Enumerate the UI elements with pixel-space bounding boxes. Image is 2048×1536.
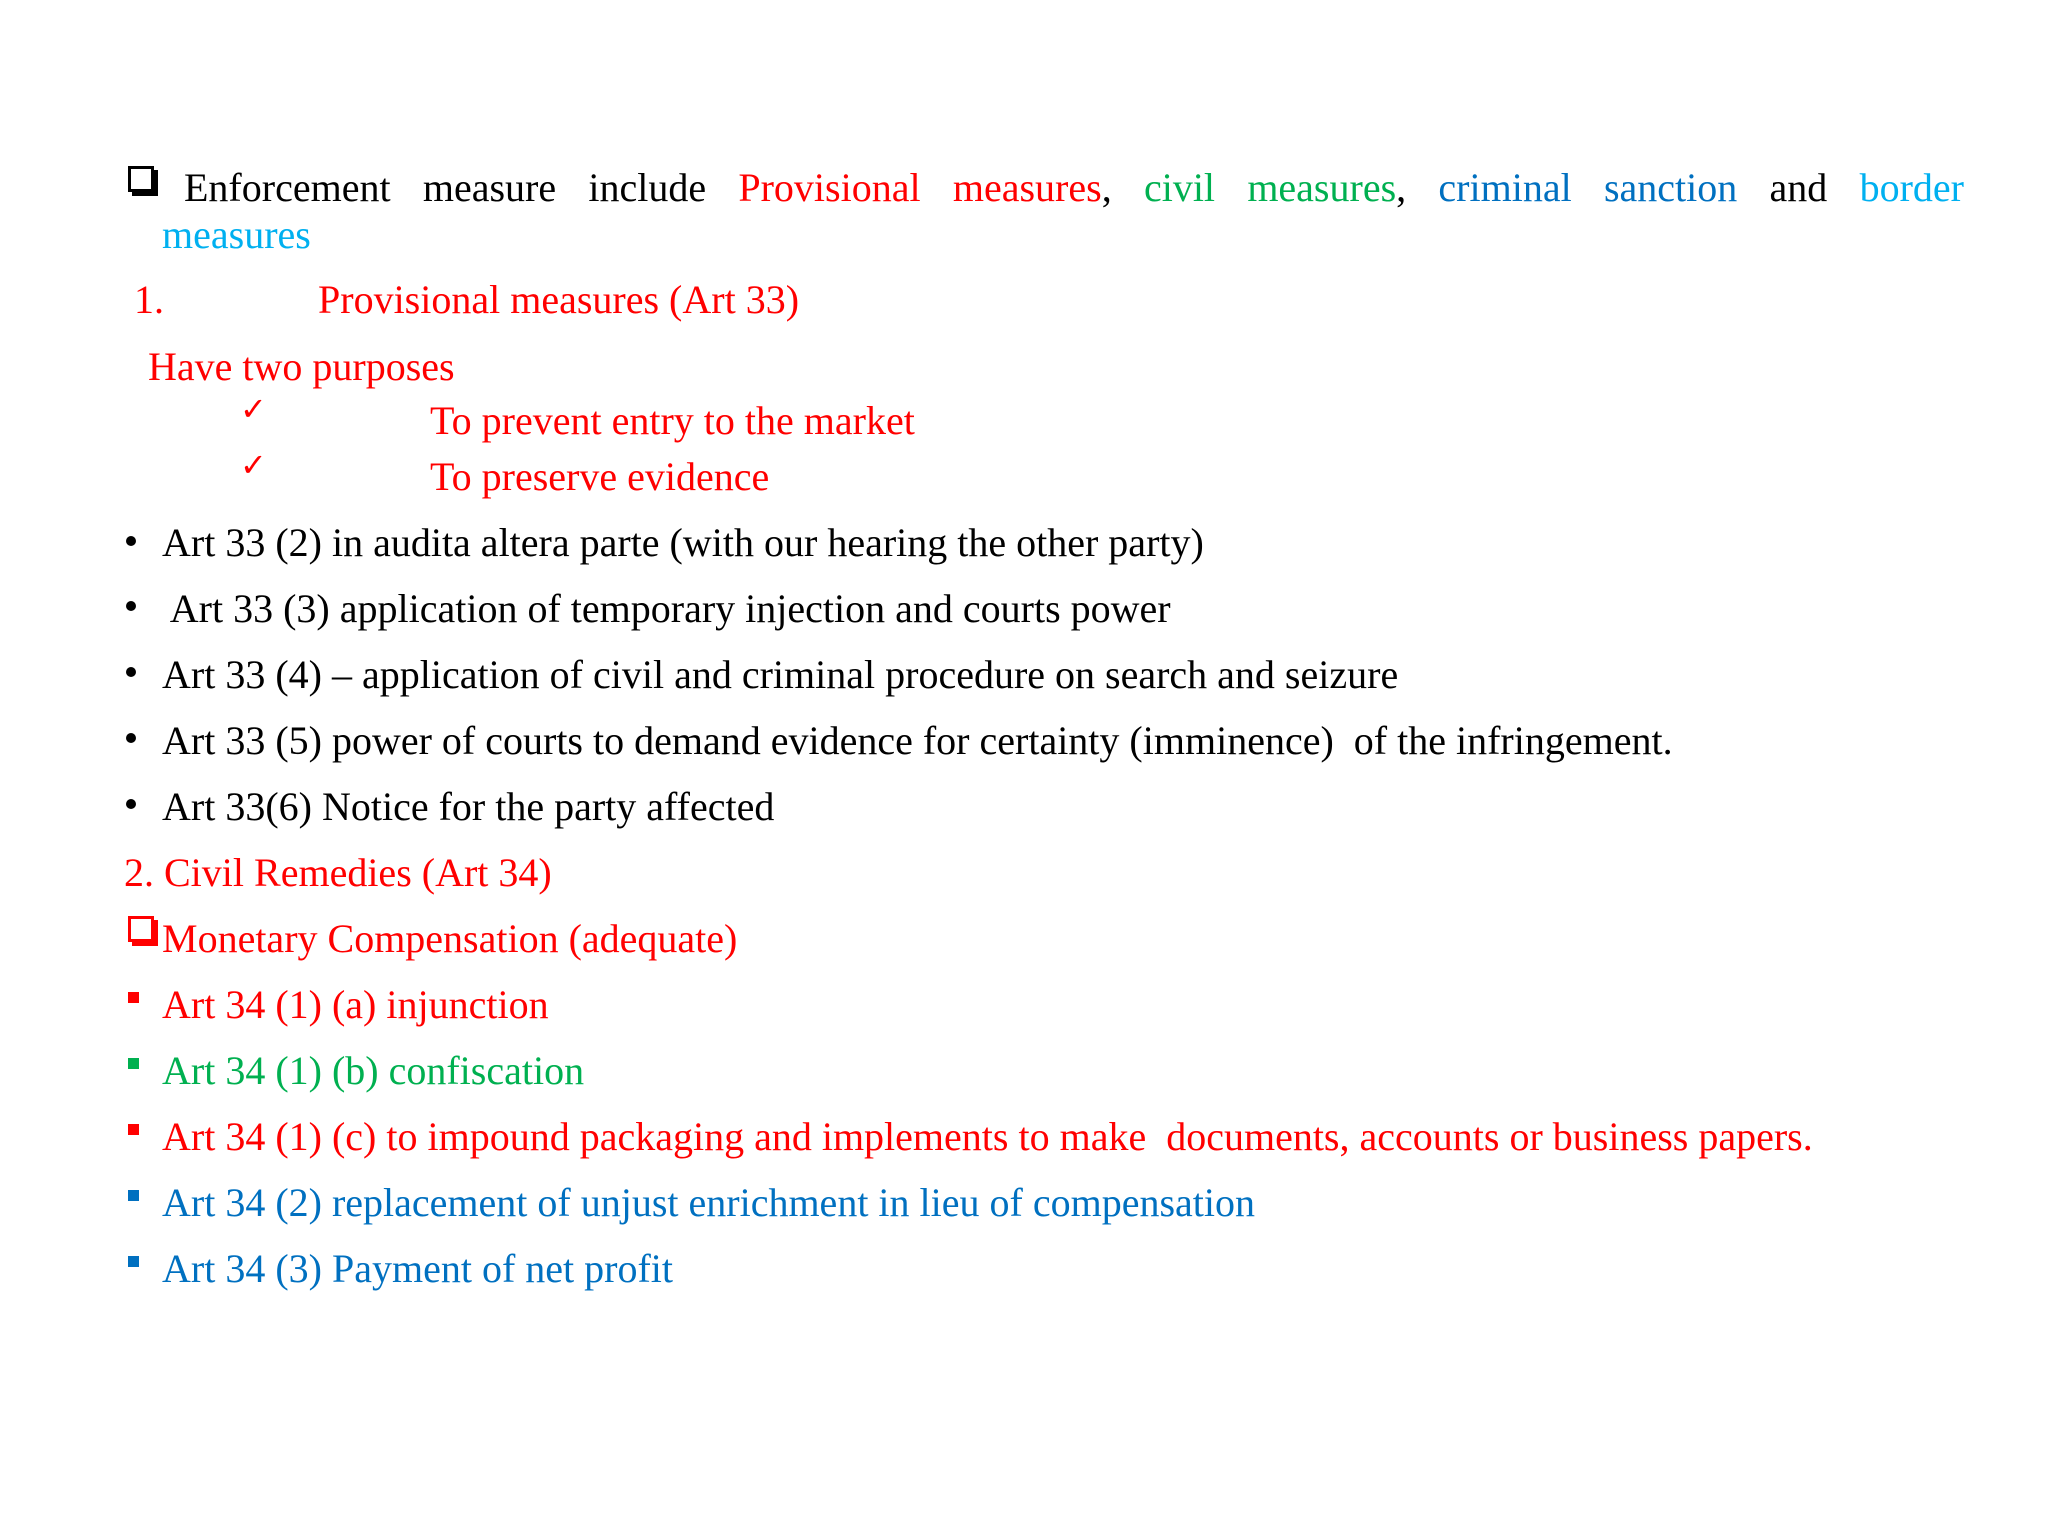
square-bullet-icon	[128, 992, 139, 1003]
bullet-dot-icon	[126, 667, 136, 677]
intro-word-text: border	[1859, 165, 1964, 210]
intro-word-text: include	[588, 165, 707, 210]
intro-word	[1860, 164, 1964, 212]
intro-word	[1604, 164, 1737, 212]
intro-word-text: Enforcement	[184, 165, 391, 210]
bullet-dot-icon	[126, 536, 136, 546]
intro-word	[953, 164, 1112, 212]
remedy-item: Art 34 (1) (a) injunction	[162, 982, 549, 1027]
section1-title: Provisional measures (Art 33)	[318, 277, 800, 322]
purpose-item: To preserve evidence	[430, 454, 770, 499]
square-bullet-icon	[128, 1058, 139, 1069]
intro-word-text: measures	[952, 165, 1102, 210]
hollow-square-bullet-icon	[128, 166, 154, 192]
bullet-dot-icon	[126, 733, 136, 743]
intro-word	[184, 164, 391, 212]
section2-subheading: Monetary Compensation (adequate)	[162, 916, 738, 961]
intro-word-text: measure	[422, 165, 557, 210]
hollow-square-bullet-icon	[128, 916, 154, 942]
intro-word	[738, 164, 920, 212]
intro-word-text: sanction	[1603, 165, 1738, 210]
intro-word	[1144, 164, 1215, 212]
intro-word	[1770, 164, 1828, 212]
purpose-item: To prevent entry to the market	[430, 398, 915, 443]
intro-word-text: measures	[1247, 165, 1397, 210]
intro-word	[1247, 164, 1406, 212]
remedy-item: Art 34 (1) (b) confiscation	[162, 1048, 585, 1093]
square-bullet-icon	[128, 1124, 139, 1135]
art33-bullet: Art 33(6) Notice for the party affected	[162, 784, 775, 829]
intro-word-text: criminal	[1438, 165, 1572, 210]
intro-line	[184, 164, 1964, 212]
intro-word	[1438, 164, 1571, 212]
intro-continuation: measures	[162, 212, 311, 257]
art33-bullet: Art 33 (3) application of temporary injection and courts power	[162, 586, 1171, 631]
intro-comma: ,	[1101, 165, 1112, 210]
check-icon: ✓	[240, 446, 267, 484]
intro-word	[588, 164, 706, 212]
square-bullet-icon	[128, 1190, 139, 1201]
remedy-item: Art 34 (3) Payment of net profit	[162, 1246, 673, 1291]
purposes-heading: Have two purposes	[148, 344, 455, 389]
intro-word-text: and	[1769, 165, 1828, 210]
bullet-dot-icon	[126, 799, 136, 809]
remedy-item: Art 34 (1) (c) to impound packaging and implements to make documents, accounts or business papers.	[162, 1114, 1813, 1159]
intro-word	[423, 164, 556, 212]
art33-bullet: Art 33 (5) power of courts to demand evidence for certainty (imminence) of the infringement.	[162, 718, 1673, 763]
remedy-item: Art 34 (2) replacement of unjust enrichment in lieu of compensation	[162, 1180, 1256, 1225]
check-icon: ✓	[240, 390, 267, 428]
art33-bullet: Art 33 (4) – application of civil and criminal procedure on search and seizure	[162, 652, 1399, 697]
art33-bullet: Art 33 (2) in audita altera parte (with our hearing the other party)	[162, 520, 1204, 565]
square-bullet-icon	[128, 1256, 139, 1267]
section1-number: 1.	[134, 277, 164, 322]
intro-word-text: Provisional	[738, 165, 921, 210]
intro-word-text: civil	[1143, 165, 1216, 210]
section2-title: 2. Civil Remedies (Art 34)	[124, 850, 552, 895]
intro-comma: ,	[1396, 165, 1407, 210]
bullet-dot-icon	[126, 601, 136, 611]
